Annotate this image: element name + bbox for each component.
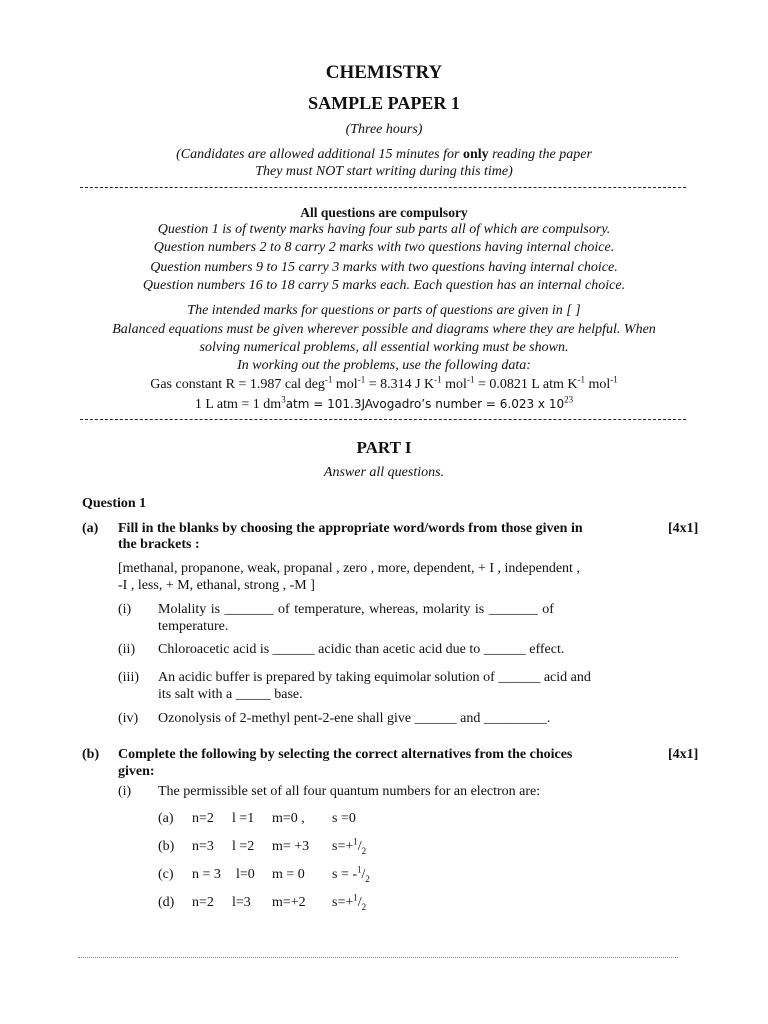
option-d-s: $s=+^1/_2$: [332, 892, 367, 912]
instruction-line-1: Question 1 is of twenty marks having four sub parts all of which are compulsory.: [157, 222, 611, 237]
option-b-label: (b): [158, 839, 175, 854]
option-a-s: s =0: [332, 811, 356, 826]
part-title: PART I: [356, 438, 412, 457]
option-d-l: l=3: [232, 895, 251, 910]
gas-constant-line: Gas constant R = 1.987 cal deg$^{-1}$ mol$^{-1}$ = 8.314 J $K^{-1}$ mol$^{-1}$ = 0.0821 L atm $K^{-1}$ mol$^{-1}$: [150, 374, 618, 392]
conversion-line: 1 L atm = 1 $dm^3atm$ = 101.3JAvogadro’s number = 6.023 x $10^{23}$: [194, 394, 574, 412]
option-a-m: m=0 ,: [272, 811, 305, 826]
q1a-letter: (a): [82, 521, 99, 536]
page-bottom-divider: [78, 957, 678, 958]
q1b-marks: [4x1]: [668, 747, 699, 762]
divider-top: [80, 187, 686, 188]
option-c-m: m = 0: [272, 867, 305, 882]
option-c-s: $s = -^1/_2$: [332, 864, 370, 884]
q1a-item-ii-num: (ii): [118, 642, 136, 657]
q1b-item-text: The permissible set of all four quantum numbers for an electron are:: [158, 784, 541, 799]
option-c-label: (c): [158, 867, 174, 882]
q1a-item-ii-line1: Chloroacetic acid is ______ acidic than acetic acid due to ______ effect.: [158, 642, 565, 657]
option-a-n: n=2: [192, 811, 214, 826]
q1b-letter: (b): [82, 747, 100, 762]
option-a-l: l =1: [232, 811, 255, 826]
equations-note-2: solving numerical problems, all essential working must be shown.: [199, 340, 569, 355]
option-d-n: n=2: [192, 895, 214, 910]
instruction-line-3: Question numbers 9 to 15 carry 3 marks with two questions having internal choice.: [150, 260, 618, 275]
q1a-prompt-line2: the brackets :: [118, 537, 200, 552]
instruction-line-4: Question numbers 16 to 18 carry 5 marks each. Each question has an internal choice.: [142, 278, 626, 293]
equations-note-1: Balanced equations must be given wherever possible and diagrams where they are helpful. When: [112, 322, 656, 337]
q1a-item-iv-num: (iv): [118, 711, 139, 726]
subject-title: CHEMISTRY: [325, 62, 443, 83]
q1a-marks: [4x1]: [668, 521, 699, 536]
q1a-item-i-num: (i): [118, 602, 132, 617]
q1a-item-i-line1: Molality is _______ of temperature, whereas, molarity is _______ of: [158, 602, 554, 617]
paper-title: SAMPLE PAPER 1: [308, 93, 460, 113]
q1a-item-iv-line1: Ozonolysis of 2-methyl pent-2-ene shall give ______ and _________.: [158, 711, 551, 726]
option-a-label: (a): [158, 811, 174, 826]
option-b-m: m= +3: [272, 839, 310, 854]
q1a-item-iii-line1: An acidic buffer is prepared by taking equimolar solution of ______ acid and: [158, 670, 591, 685]
divider-bottom: [80, 419, 686, 420]
data-note: In working out the problems, use the following data:: [237, 358, 531, 373]
question-1-label: Question 1: [82, 496, 147, 511]
option-b-s: $s=+^1/_2$: [332, 836, 367, 856]
q1a-choices-line2: -I , less, + M, ethanal, strong , -M ]: [118, 578, 315, 593]
option-c-l: l=0: [236, 867, 255, 882]
q1a-item-iii-line2: its salt with a _____ base.: [158, 687, 303, 702]
q1b-prompt-line1: Complete the following by selecting the correct alternatives from the choices: [118, 747, 573, 762]
instruction-line-2: Question numbers 2 to 8 carry 2 marks with two questions having internal choice.: [153, 240, 615, 255]
instructions-heading: All questions are compulsory: [300, 205, 468, 220]
option-c-n: n = 3: [192, 867, 221, 882]
option-b-n: n=3: [192, 839, 214, 854]
candidate-note-line1: (Candidates are allowed additional 15 minutes for only reading the paper: [176, 147, 592, 162]
q1a-item-iii-num: (iii): [118, 670, 139, 685]
part-subtitle: Answer all questions.: [323, 465, 445, 480]
duration: (Three hours): [345, 122, 423, 137]
q1b-item-num: (i): [118, 784, 132, 799]
marks-note: The intended marks for questions or parts of questions are given in [ ]: [187, 303, 581, 318]
candidate-note-line2: They must NOT start writing during this time): [255, 164, 513, 179]
option-d-m: m=+2: [272, 895, 306, 910]
q1b-prompt-line2: given:: [118, 764, 155, 779]
q1a-prompt-line1: Fill in the blanks by choosing the appropriate word/words from those given in: [118, 521, 583, 536]
option-d-label: (d): [158, 895, 175, 910]
option-b-l: l =2: [232, 839, 255, 854]
q1a-item-i-line2: temperature.: [158, 619, 229, 634]
q1a-choices-line1: [methanal, propanone, weak, propanal , zero , more, dependent, + I , independent ,: [118, 561, 580, 576]
